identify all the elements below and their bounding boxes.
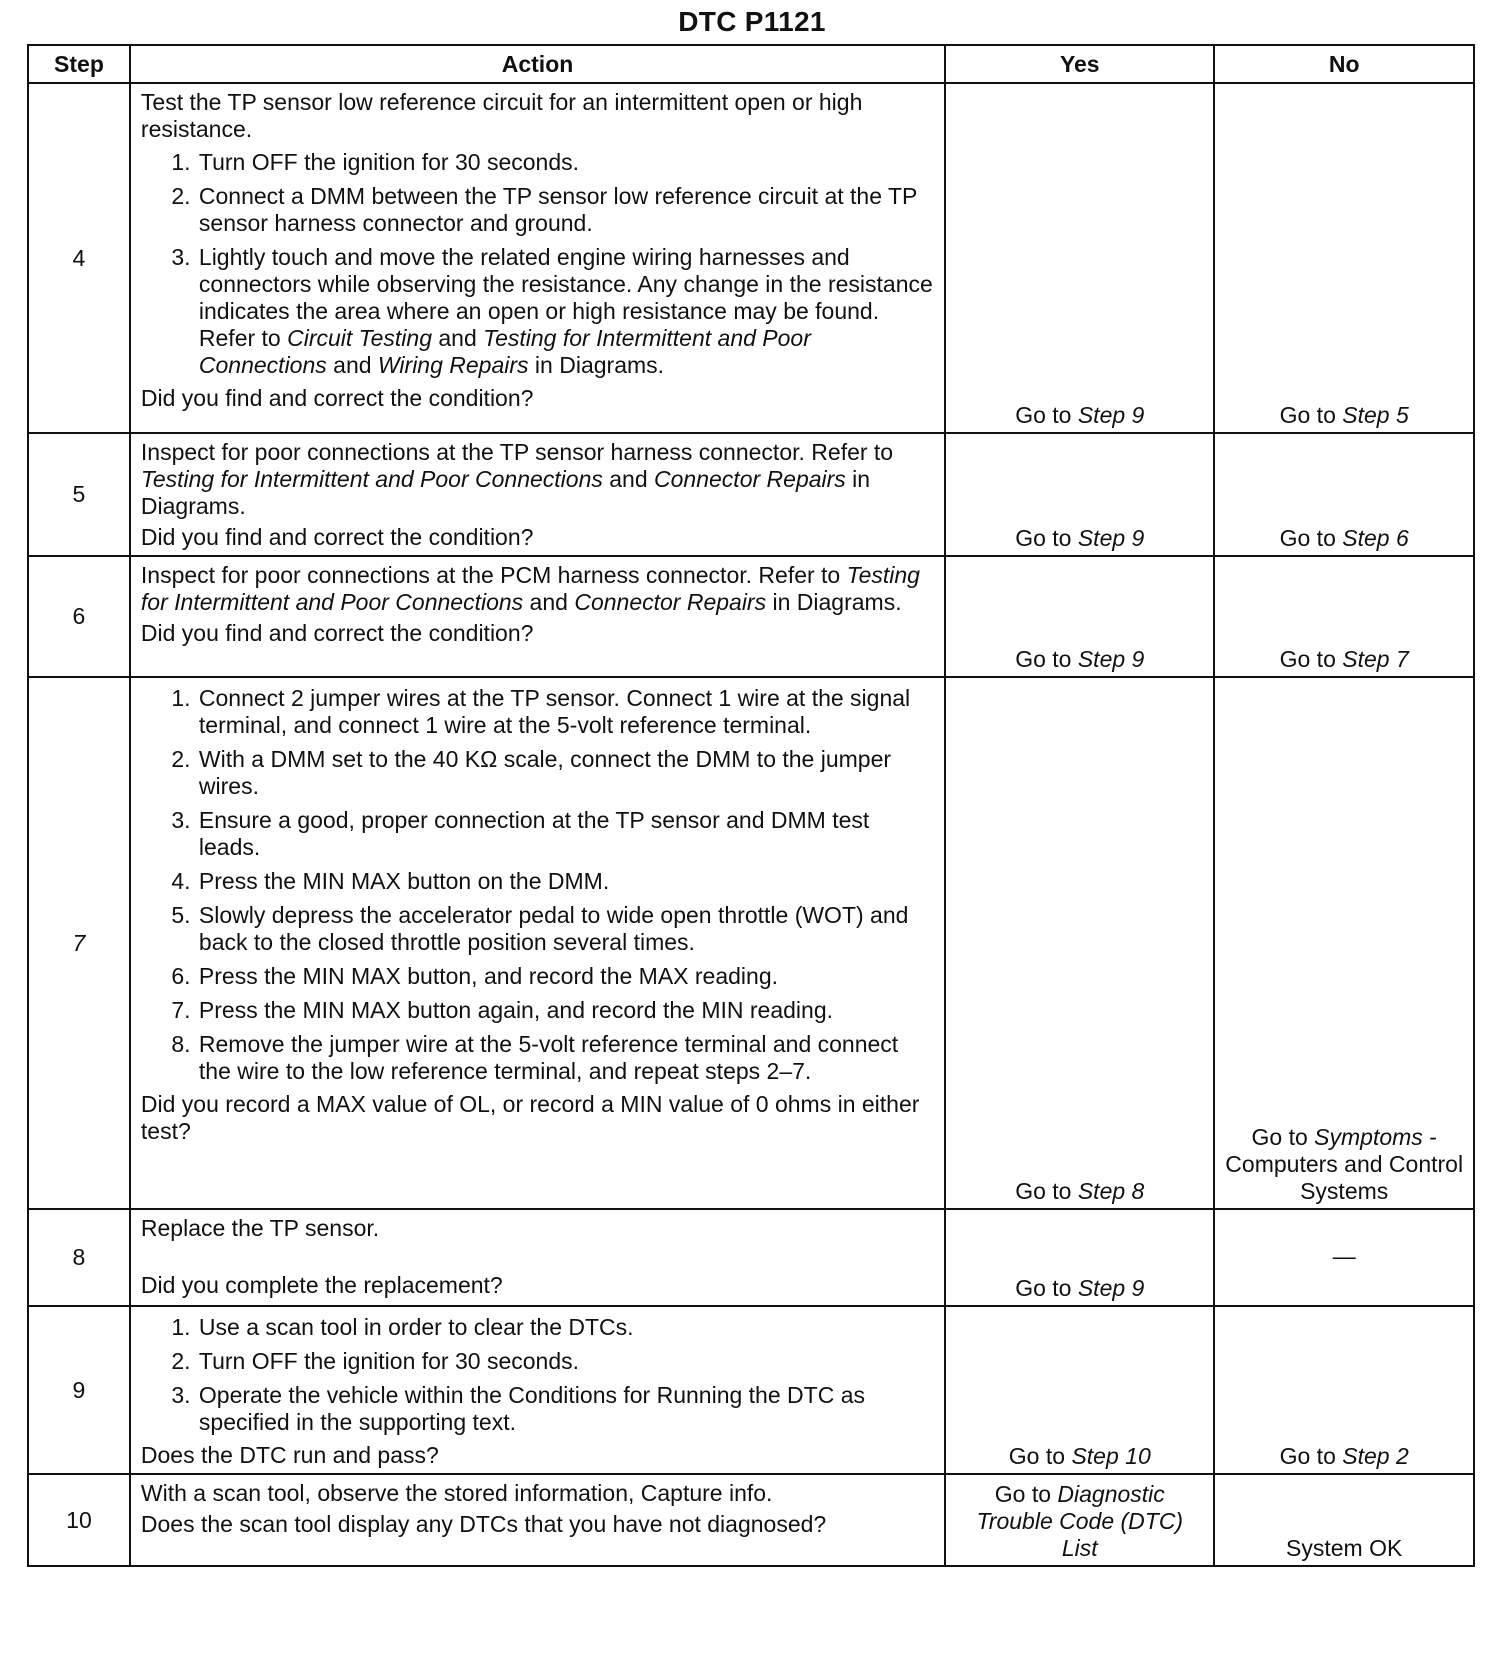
header-row <box>28 45 1474 83</box>
action-cell <box>130 556 945 677</box>
action-list <box>141 685 934 1085</box>
action-cell <box>130 1306 945 1474</box>
action-item: 1. Use a scan tool in order to clear the DTCs. <box>197 1314 934 1341</box>
action-intro: Inspect for poor connections at the TP sensor harness connector. Refer to Testing for Intermittent and Poor Connections and Connector Repairs in Diagrams. <box>140 439 894 519</box>
step-number: 6 <box>28 556 130 677</box>
no-cell: System OK <box>1214 1474 1474 1566</box>
no-cell: Go to Step 6 <box>1214 433 1474 556</box>
diagnostic-table <box>27 44 1475 1567</box>
header-action: Action <box>130 45 945 83</box>
step-number: 9 <box>28 1306 130 1474</box>
step-number: 8 <box>28 1209 130 1306</box>
no-cell: Go to Step 7 <box>1214 556 1474 677</box>
action-intro: Replace the TP sensor. <box>140 1215 380 1241</box>
action-item: 6. Press the MIN MAX button, and record the MAX reading. <box>197 963 934 990</box>
action-item: 3. Lightly touch and move the related engine wiring harnesses and connectors while observing the resistance. Any change in the resistance indicates the area where an open or high resistance may be found. Refer to Circuit Testing and Testing for Intermittent and Poor Connections and Wiring Repairs in Diagrams. <box>197 244 934 379</box>
table-row <box>28 556 1474 677</box>
action-item: 2. With a DMM set to the 40 KΩ scale, connect the DMM to the jumper wires. <box>197 746 934 800</box>
action-item: 1. Connect 2 jumper wires at the TP sensor. Connect 1 wire at the signal terminal, and connect 1 wire at the 5-volt reference terminal. <box>197 685 934 739</box>
action-cell <box>130 1474 945 1566</box>
no-cell: Go to Step 2 <box>1214 1306 1474 1474</box>
action-question: Did you find and correct the condition? <box>140 385 534 411</box>
action-item: 7. Press the MIN MAX button again, and record the MIN reading. <box>197 997 934 1024</box>
action-list <box>141 1314 934 1436</box>
step-number: 4 <box>28 83 130 433</box>
no-cell: Go to Symptoms - Computers and Control Systems <box>1214 677 1474 1209</box>
no-cell: — <box>1214 1209 1474 1306</box>
action-cell <box>130 83 945 433</box>
action-item: 4. Press the MIN MAX button on the DMM. <box>197 868 934 895</box>
table-row <box>28 677 1474 1209</box>
yes-cell: Go to Step 9 <box>945 1209 1214 1306</box>
yes-cell: Go to Step 9 <box>945 83 1214 433</box>
action-cell <box>130 1209 945 1306</box>
table-row <box>28 83 1474 433</box>
action-intro: With a scan tool, observe the stored information, Capture info. <box>140 1480 773 1506</box>
yes-cell: Go to Step 10 <box>945 1306 1214 1474</box>
header-no: No <box>1214 45 1474 83</box>
step-number: 5 <box>28 433 130 556</box>
action-item: 8. Remove the jumper wire at the 5-volt reference terminal and connect the wire to the low reference terminal, and repeat steps 2–7. <box>197 1031 934 1085</box>
yes-cell <box>945 1474 1214 1566</box>
step-number: 10 <box>28 1474 130 1566</box>
header-yes: Yes <box>945 45 1214 83</box>
action-item: 2. Connect a DMM between the TP sensor low reference circuit at the TP sensor harness connector and ground. <box>197 183 934 237</box>
action-intro: Inspect for poor connections at the PCM harness connector. Refer to Testing for Intermittent and Poor Connections and Connector Repairs in Diagrams. <box>140 562 920 615</box>
table-row <box>28 1306 1474 1474</box>
action-list <box>141 149 934 379</box>
action-question: Did you record a MAX value of OL, or record a MIN value of 0 ohms in either test? <box>140 1091 920 1144</box>
action-item: 3. Operate the vehicle within the Conditions for Running the DTC as specified in the supporting text. <box>197 1382 934 1436</box>
no-cell: Go to Step 5 <box>1214 83 1474 433</box>
yes-cell: Go to Step 9 <box>945 556 1214 677</box>
table-row <box>28 433 1474 556</box>
action-question: Did you complete the replacement? <box>140 1272 503 1298</box>
yes-cell-text: Go to Diagnostic Trouble Code (DTC) List <box>976 1481 1184 1561</box>
action-intro: Test the TP sensor low reference circuit for an intermittent open or high resistance. <box>140 89 863 142</box>
step-number: 7 <box>28 677 130 1209</box>
action-question: Does the DTC run and pass? <box>140 1442 439 1468</box>
action-question: Did you find and correct the condition? <box>140 524 534 550</box>
action-cell <box>130 677 945 1209</box>
action-item: 1. Turn OFF the ignition for 30 seconds. <box>197 149 934 176</box>
yes-cell: Go to Step 9 <box>945 433 1214 556</box>
header-step: Step <box>28 45 130 83</box>
action-question: Did you find and correct the condition? <box>140 620 534 646</box>
table-row <box>28 1474 1474 1566</box>
yes-cell: Go to Step 8 <box>945 677 1214 1209</box>
table-row <box>28 1209 1474 1306</box>
action-cell <box>130 433 945 556</box>
page-title: DTC P1121 <box>678 6 826 37</box>
action-item: 2. Turn OFF the ignition for 30 seconds. <box>197 1348 934 1375</box>
action-item: 5. Slowly depress the accelerator pedal to wide open throttle (WOT) and back to the closed throttle position several times. <box>197 902 934 956</box>
action-question: Does the scan tool display any DTCs that you have not diagnosed? <box>140 1511 827 1537</box>
action-item: 3. Ensure a good, proper connection at the TP sensor and DMM test leads. <box>197 807 934 861</box>
